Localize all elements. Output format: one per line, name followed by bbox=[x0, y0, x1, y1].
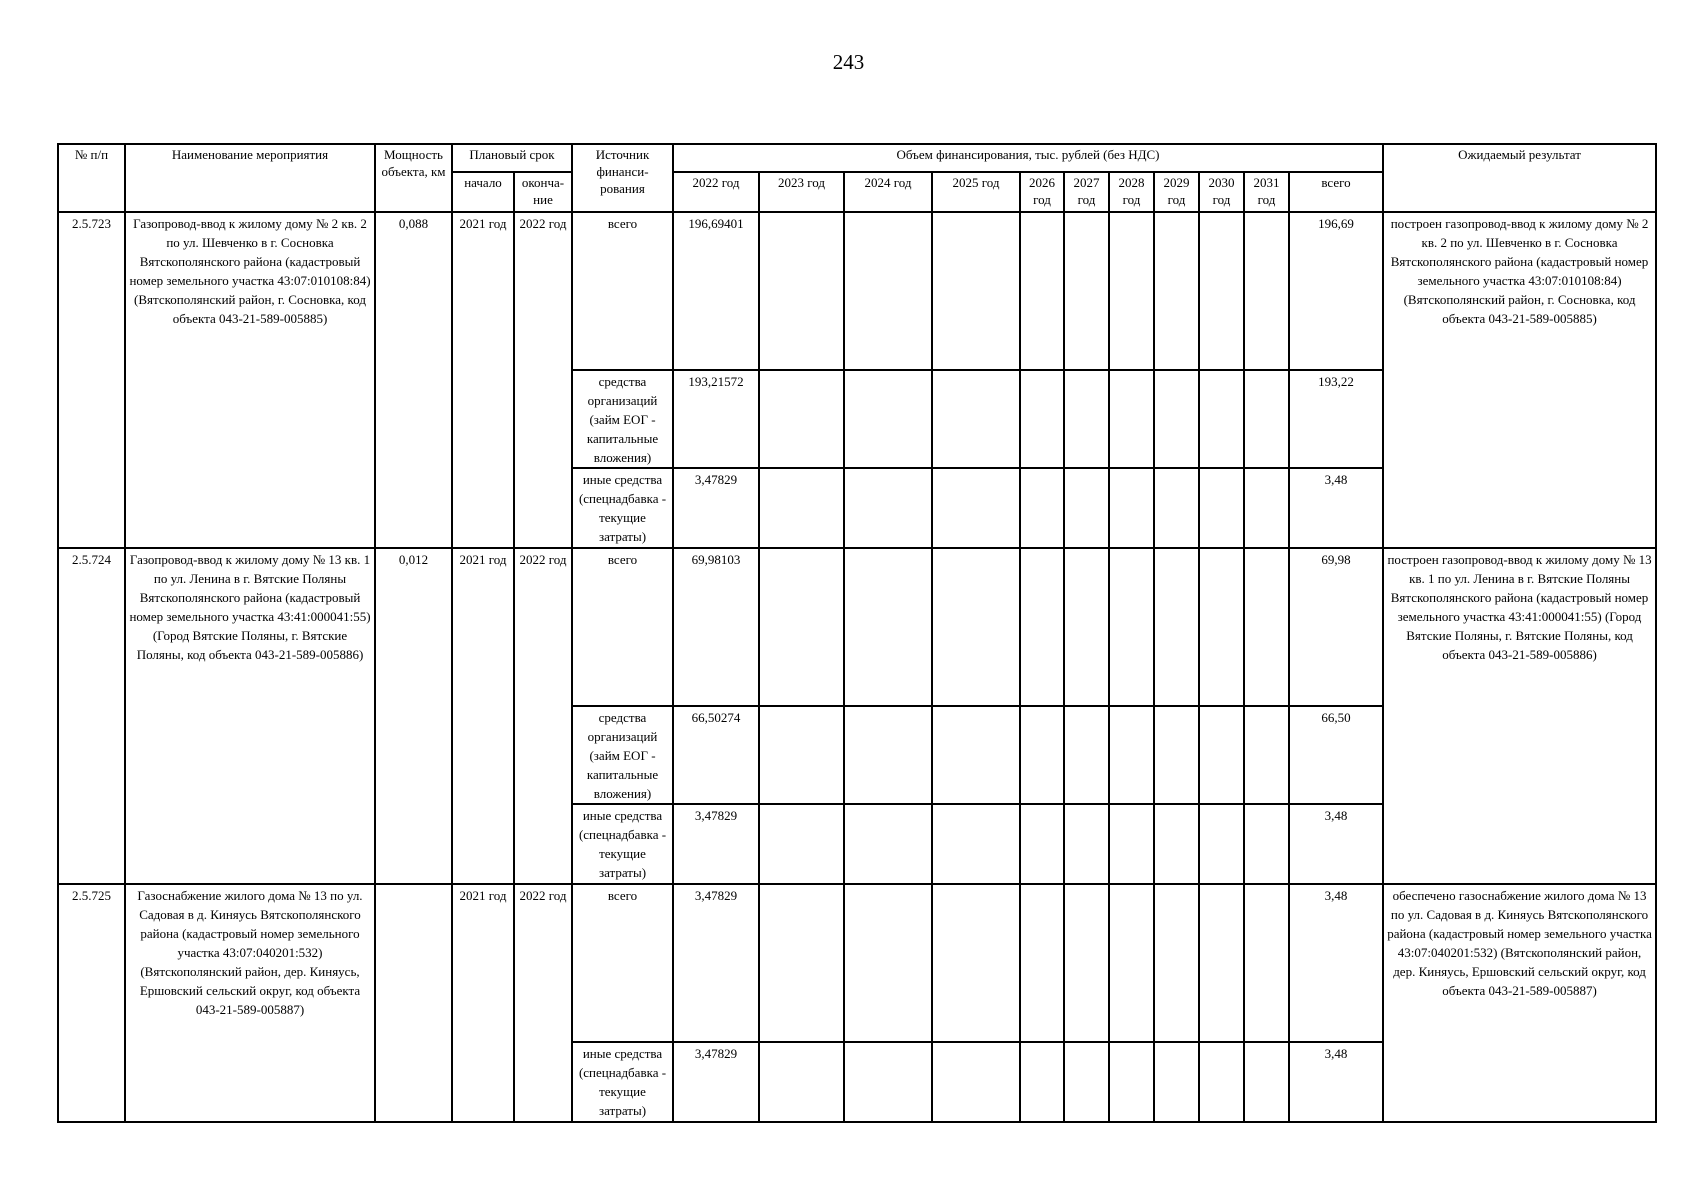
item-start: 2021 год bbox=[452, 548, 514, 884]
funding-source: иные средства (спецнадбавка - текущие затраты) bbox=[572, 1042, 673, 1122]
funding-2022: 3,47829 bbox=[673, 884, 759, 1042]
item-capacity: 0,088 bbox=[375, 212, 452, 548]
funding-source: средства организаций (займ ЕОГ - капитальные вложения) bbox=[572, 370, 673, 468]
header-total: всего bbox=[1289, 172, 1383, 212]
funding-total: 3,48 bbox=[1289, 804, 1383, 884]
item-end: 2022 год bbox=[514, 548, 572, 884]
header-year: 2031 год bbox=[1244, 172, 1289, 212]
header-term: Плановый срок bbox=[452, 144, 572, 172]
funding-total: 193,22 bbox=[1289, 370, 1383, 468]
item-start: 2021 год bbox=[452, 884, 514, 1122]
funding-table bbox=[57, 143, 1657, 1123]
header-name: Наименование мероприятия bbox=[125, 144, 375, 212]
page-number: 243 bbox=[832, 50, 865, 74]
funding-total: 3,48 bbox=[1289, 884, 1383, 1042]
header-year: 2028 год bbox=[1109, 172, 1154, 212]
item-result: построен газопровод-ввод к жилому дому № 2 кв. 2 по ул. Шевченко в г. Сосновка Вятскополянского района (кадастровый номер земельного участка 43:07:010108:84) (Вятскополянский район, г. Сосновка, код объекта 043-21-589-005885) bbox=[1383, 212, 1656, 548]
funding-2022: 69,98103 bbox=[673, 548, 759, 706]
funding-source: иные средства (спецнадбавка - текущие затраты) bbox=[572, 804, 673, 884]
funding-source: всего bbox=[572, 548, 673, 706]
table-row bbox=[58, 884, 1656, 1042]
funding-source: всего bbox=[572, 212, 673, 370]
funding-source: иные средства (спецнадбавка - текущие затраты) bbox=[572, 468, 673, 548]
item-name: Газоснабжение жилого дома № 13 по ул. Садовая в д. Киняусь Вятскополянского района (кадастровый номер земельного участка 43:07:040201:532) (Вятскополянский район, дер. Киняусь, Ершовский сельский округ, код объекта 043-21-589-005887) bbox=[125, 884, 375, 1122]
funding-total: 3,48 bbox=[1289, 1042, 1383, 1122]
item-result: обеспечено газоснабжение жилого дома № 13 по ул. Садовая в д. Киняусь Вятскополянского района (кадастровый номер земельного участка 43:07:040201:532) (Вятскополянский район, дер. Киняусь, Ершовский сельский округ, код объекта 043-21-589-005887) bbox=[1383, 884, 1656, 1122]
item-capacity bbox=[375, 884, 452, 1122]
header-year: 2022 год bbox=[673, 172, 759, 212]
header-year: 2023 год bbox=[759, 172, 844, 212]
header-year: 2030 год bbox=[1199, 172, 1244, 212]
funding-2022: 3,47829 bbox=[673, 804, 759, 884]
header-funding: Объем финансирования, тыс. рублей (без НДС) bbox=[673, 144, 1383, 172]
funding-total: 196,69 bbox=[1289, 212, 1383, 370]
funding-source: всего bbox=[572, 884, 673, 1042]
item-number: 2.5.723 bbox=[58, 212, 125, 548]
header-result: Ожидаемый результат bbox=[1383, 144, 1656, 212]
funding-2022: 196,69401 bbox=[673, 212, 759, 370]
item-start: 2021 год bbox=[452, 212, 514, 548]
header-year: 2027 год bbox=[1064, 172, 1109, 212]
funding-2022: 3,47829 bbox=[673, 468, 759, 548]
item-name: Газопровод-ввод к жилому дому № 2 кв. 2 по ул. Шевченко в г. Сосновка Вятскополянского района (кадастровый номер земельного участка 43:07:010108:84) (Вятскополянский район, г. Сосновка, код объекта 043-21-589-005885) bbox=[125, 212, 375, 548]
table-row bbox=[58, 212, 1656, 370]
item-result: построен газопровод-ввод к жилому дому № 13 кв. 1 по ул. Ленина в г. Вятские Поляны Вятскополянского района (кадастровый номер земельного участка 43:41:000041:55) (Город Вятские Поляны, г. Вятские Поляны, код объекта 043-21-589-005886) bbox=[1383, 548, 1656, 884]
funding-2022: 3,47829 bbox=[673, 1042, 759, 1122]
header-year: 2029 год bbox=[1154, 172, 1199, 212]
funding-total: 66,50 bbox=[1289, 706, 1383, 804]
funding-source: средства организаций (займ ЕОГ - капитальные вложения) bbox=[572, 706, 673, 804]
funding-total: 69,98 bbox=[1289, 548, 1383, 706]
funding-2022: 66,50274 bbox=[673, 706, 759, 804]
funding-2022: 193,21572 bbox=[673, 370, 759, 468]
header-year: 2024 год bbox=[844, 172, 932, 212]
header-capacity: Мощность объекта, км bbox=[375, 144, 452, 212]
header-term-start: начало bbox=[452, 172, 514, 212]
header-year: 2026 год bbox=[1020, 172, 1064, 212]
header-source: Источник финанси-рования bbox=[572, 144, 673, 212]
item-name: Газопровод-ввод к жилому дому № 13 кв. 1 по ул. Ленина в г. Вятские Поляны Вятскополянского района (кадастровый номер земельного участка 43:41:000041:55) (Город Вятские Поляны, г. Вятские Поляны, код объекта 043-21-589-005886) bbox=[125, 548, 375, 884]
header-year: 2025 год bbox=[932, 172, 1020, 212]
funding-total: 3,48 bbox=[1289, 468, 1383, 548]
header-term-end: оконча-ние bbox=[514, 172, 572, 212]
item-number: 2.5.725 bbox=[58, 884, 125, 1122]
item-end: 2022 год bbox=[514, 212, 572, 548]
table-header bbox=[58, 144, 1656, 212]
item-capacity: 0,012 bbox=[375, 548, 452, 884]
header-num: № п/п bbox=[58, 144, 125, 212]
item-end: 2022 год bbox=[514, 884, 572, 1122]
table-row bbox=[58, 548, 1656, 706]
item-number: 2.5.724 bbox=[58, 548, 125, 884]
